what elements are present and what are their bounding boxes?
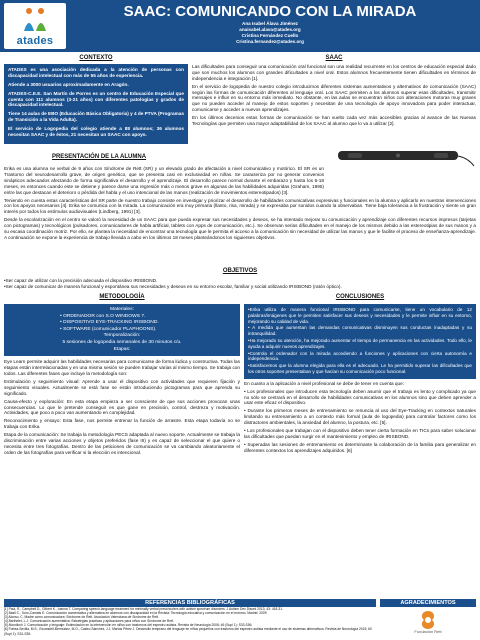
conclusion-item: •Erika utiliza de manera funcional IRISBOND para comunicarse, tiene un vocabulario de 12 palabras/imágenes que le permiten satisfacer sus deseos y necesidades y le permite influir en su entorno, mejorando su calidad de vida. bbox=[248, 307, 472, 324]
material-item: • SOFTWARE (comunicador PLAPHOONS). bbox=[60, 326, 157, 332]
referencias-list bbox=[4, 607, 376, 636]
eye-tracker-photo bbox=[328, 140, 476, 170]
conclusiones-paragraph: En cuanto a la aplicación a nivel profesional se debe de tener en cuenta que: bbox=[244, 380, 405, 386]
presentacion-section bbox=[4, 166, 476, 243]
conclusion-item: •Ha mejorado su atención, ha mejorado aumentar el tiempo de permanencia en las actividades. Todo ello, le ayuda a adquirir nuevos aprendizajes. bbox=[248, 337, 472, 349]
poster-title: SAAC: COMUNICANDO CON LA MIRADA bbox=[123, 3, 417, 20]
contexto-title: CONTEXTO bbox=[79, 55, 113, 61]
conclusiones-box bbox=[244, 304, 476, 379]
temporalizacion-title: Temporalización: bbox=[103, 333, 141, 339]
sponsor-logo-text: Fundación Rett bbox=[414, 629, 442, 634]
contexto-paragraph: El servicio de Logopedia del colegio atiende a 88 alumnos; 36 alumnos necesitan SAAC y de éstos, 21 necesitan un SAAC con apoyo. bbox=[8, 126, 184, 138]
saac-paragraph: Las dificultades para conseguir una comunicación oral funcional son una realidad recurrente en los centros de educación especial dado que son muchos los alumnos con grandes dificultades a nivel oral. Estos alumnos frecuentemente tienen dificultades en términos de independencia e integración [1]. bbox=[192, 63, 476, 81]
material-item: • DISPOSITIVO EYE-TRACKING IRISBOND. bbox=[60, 320, 159, 326]
saac-paragraph: En los últimos decenios estas formas de comunicación se han vuelto cada vez más accesibles gracias al avance de las Nuevas Tecnologías que permiten una mayor adaptabilidad de los SAAC al alumno que lo va a utilizar [2]. bbox=[192, 115, 476, 127]
metodologia-section bbox=[4, 304, 240, 458]
reference-item: [4] Barthelet, L.J. Comunicación aumentativa: Estrategias prácticas y aplicaciones para niños con Síndrome de Rett. bbox=[4, 619, 174, 624]
conclusion-item: • A medida que aumentan las demandas comunicativas disminuyen sus conductas inadaptadas y su intranquilidad. bbox=[248, 325, 472, 337]
conclusiones-section bbox=[244, 304, 476, 456]
conclusiones-title: CONCLUSIONES bbox=[335, 294, 385, 300]
contexto-paragraph: ATADES es una asociación dedicada a la atención de personas con discapacidad intelectual con más de 55 años de experiencia. bbox=[8, 66, 184, 78]
author-name: Cristina Fernández Cuello bbox=[241, 33, 299, 38]
objetivo-item: •Ser capaz de comunicar de manera funcional y espontánea sus necesidades y deseos en su entorno escolar, familiar y social utilizando IRISBOND (ratón óptico). bbox=[4, 283, 342, 289]
logo-text: atades bbox=[16, 35, 54, 47]
sponsor-logo bbox=[380, 607, 476, 637]
contexto-section bbox=[4, 56, 188, 144]
conclusiones-paragraph: • Los profesionales que introducen esta tecnología deben asumir que el trabajo es lento y complicado ya que no sólo se centrará en el desarrollo de habilidades comunicativas en los alumnos sino que deben aprender a usar este eficaz el dispositivo. bbox=[244, 388, 476, 406]
metodologia-paragraph: Etapa de la comunicación: Se trabaja la metodología PECS adaptada al nuevo soporte. Actualmente se trabaja la discriminación entre varias acciones y objetos preferidos (fase III) y es capaz de seleccionar el que quiere o necesita entre tres fotografías. Dentro de las peticiones de comunicación se va cambiando aleatoriamente el orden de las fotografías para verificar si la elección es intencional. bbox=[4, 432, 240, 455]
reference-item: [6] Fortea-Sevilla, M.S., Escandell-Bermúdez, M.O., Castro-Sánchez, J.J. Martos Pérez J. Desarrollo temprano del lenguaje en niños pequeños con trastorno del espectro autista mediante el uso de sistemas alternativos. Revista de Neurología 2015; 60 (Supl 1): S31-S35. bbox=[4, 627, 372, 636]
saac-paragraph: En el servicio de logopedia de nuestro colegio introducimos diferentes sistemas aumentativos y alternativos de comunicación (SAAC) según las formas de comunicación diferentes al lenguaje oral. Los SAAC permiten a los alumnos superar esas dificultades, transmitir mensajes e influir en su entorno más inmediato. No obstante, en las aulas se encuentran niños con alteraciones motoras muy graves que no pueden acceder al manejo de estos soportes y necesitan de una tecnología de apoyo innovadora para poder interactuar, comunicarse y acceder a nuevos aprendizajes. bbox=[192, 83, 476, 113]
header-banner bbox=[0, 0, 480, 52]
conclusion-item: •Satisfacemos que la alumna elegida para ella es el adecuado. Le ha permitido superar las dificultades que los otros soportes presentaban y que hacían su comunicación poco funcional. bbox=[248, 363, 472, 374]
objetivos-section bbox=[4, 278, 476, 290]
contexto-paragraph: Atiende a 3000 usuarios aproximadamente en Aragón. bbox=[8, 81, 129, 87]
reference-item: [5] Mondloch J. Comunicación y lenguaje: Estimulación en la intervención en niños con trastornos del espectro autista. Revista de Neurología 2008; 46 (Supl 1): S33-S56. bbox=[4, 623, 253, 628]
author-name: Ana Isabel Álava Jiménez bbox=[242, 21, 298, 26]
reference-item: [3] Alonso, C. Madre como comunicadora: Síndrome de Rett. Asociación Valenciana de Síndrome de Rett. bbox=[4, 615, 159, 620]
conclusiones-paragraph: • Durante los primeros meses de entrenamiento se renuncia al uso del Eye-Tracking en contextos naturales limitando su entrenamiento a un contexto más formal (aula de logopedia) para controlar factores como los distractores ambientales, la ansiedad del alumno, la postura, etc. [5]. bbox=[244, 408, 476, 426]
logo-figures-icon bbox=[20, 5, 50, 35]
objetivos-title: OBJETIVOS bbox=[222, 268, 258, 274]
presentacion-title: PRESENTACIÓN DE LA ALUMNA bbox=[51, 154, 147, 160]
conclusiones-paragraph: • Superadas las sesiones de entrenamiento es determinante la colaboración de la familia para generalizar en diferentes contextos los aprendizajes adquiridos. [6] bbox=[244, 441, 476, 453]
agradecimientos-title: AGRADECIMIENTOS bbox=[380, 599, 476, 607]
materiales-box bbox=[4, 304, 240, 356]
author-email: anaisabel.alava@atades.org bbox=[239, 27, 301, 32]
atades-logo bbox=[4, 3, 66, 49]
etapas-title: Etapas: bbox=[113, 346, 131, 352]
presentacion-paragraph: Erika es una alumna ne verbal de 9 años con Síndrome de Rett (SR) y un elevado grado de afectación a nivel comunicativo y motórico. El SR es un Trastorno del neurodesarrollo grave, de origen genético, que se presenta casi en exclusividad en niñas. Se caracteriza por no generar convenios sinápticos adecuados afectando de forma significativa el desarrollo y el aprendizaje. El desarrollo parece normal durante el embarazo y hasta los 6-18 meses, es entonces cuando este se detiene y parece darse una regresión más o menos grave en algunas de las habilidades adquiridas (Graham, 1995) entre las que destacan el deterioro o pérdida del habla y el uso intencional de las manos (realización de movimientos estereotipados) [3]. bbox=[4, 166, 324, 195]
author-email: Cristina.fernandez@atades.org bbox=[236, 39, 304, 44]
contexto-box bbox=[4, 64, 188, 144]
presentacion-paragraph: Desde la escolarización en el centro se valoró la necesidad de un SAAC para que pueda expresar sus necesidades y deseos, se ha intentado mejorar su comunicación y aprendizaje con diferentes recursos impresos (tarjetas con pictogramas) y tecnológicos (pulsadores, comunicadores de habla artificial, tablets con Apps de comunicación, etc.). Se observan serias dificultades en el manejo de los mismos debido a las estereotipias de sus manos y a su escasa coordinación motriz. Por ello, se plantea la necesidad de encontrar una tecnología que le permita el acceso a la comunicación sin necesidad de utilizar las manos y que le facilite el proceso de enseñanza-aprendizaje. A continuación se expone la experiencia de trabajo llevada a cabo en los últimos 18 meses planteándonos los siguientes objetivos. bbox=[4, 217, 476, 240]
saac-title: SAAC bbox=[325, 55, 343, 61]
temporalizacion-text: 5 sesiones de logopedia semanales de 30 minutos c/u. bbox=[62, 339, 182, 345]
presentacion-paragraph: Teniendo en cuenta estas características del SR parte de nuestro trabajo consiste en investigar y priorizar el desarrollo de habilidades comunicativas expresivas y funcionales en la alumna y aplicarlo en nuestras intervenciones con los apoyos necesarios [4]. Erika se comunica con la mirada. La comunicación era muy primaria (llanto, risa, mirada) y se expresaba por sonidos cuando la observaban. Tiene baja tolerancia a la frustración y siente un gran interés por todos los estímulos audiovisuales (Lindberg, 1991) [3]. bbox=[4, 197, 476, 215]
referencias-title: REFERENCIAS BIBLIOGRÁFICAS bbox=[4, 599, 376, 607]
metodologia-paragraph: Estimulación y seguimiento visual: Aprende a usar el dispositivo con actividades que requieren fijación y seguimiento visuales. Actualmente se está fase se están introduciendo pictogramas para que aprenda su significado. bbox=[4, 378, 240, 396]
conclusion-item: •Controla el ordenador con la mirada accediendo a funciones y aplicaciones con cierta autonomía e independencia. bbox=[248, 350, 472, 362]
reference-item: [2] Basil C., Soro-Camats E. Comunicación aumentativa y alternativa en alumnos con discapacidad en la Revista: Tecnología educativa y comunicación en el entorno. Madrid: 2009 bbox=[4, 611, 267, 616]
saac-section bbox=[192, 56, 476, 129]
metodologia-paragraph: Eye Learn permite adquirir las habilidades necesarias para comunicarse de forma lúdica y constructiva. Todas las etapas están interrelacionadas y en una misma sesión se pueden trabajar varias al mismo tiempo. Se trabaja con todos. Las diferentes fases que incluye la metodología son: bbox=[4, 359, 240, 376]
objetivo-item: •Ser capaz de utilizar con la precisión adecuada el dispositivo IRISBOND. bbox=[4, 278, 158, 283]
materiales-title: Materiales: bbox=[110, 307, 134, 312]
contexto-paragraph: Tiene 14 aulas de EBO (Educación Básica Obligatoria) y 4 de PTVA (Programas de Transición a la Vida Adulta). bbox=[8, 111, 185, 123]
material-item: • ORDENADOR con S.O WINDOWS 7. bbox=[60, 313, 146, 319]
metodologia-paragraph: Causa-efecto y exploración: En esta etapa empieza a ser consciente de que sus acciones provocan unas consecuencias. Lo que le pretende conseguir es que gane en precisión, control, destreza y motivación. Actividades, que poco a poco van aumentando en complejidad. bbox=[4, 398, 240, 416]
contexto-paragraph: ATADES-C.E.E. San Martín de Porres es un centro de Educación Especial que cuenta con 111 alumnos (3-21 años) con diferentes patologías y grados de discapacidad intelectual. bbox=[8, 90, 184, 108]
authors bbox=[80, 21, 460, 45]
metodologia-paragraph: Reconocimiento y ensayo: Esta fase, nos permite entrenar la función de arrastre. Esta etapa todavía no se trabaja con Erika. bbox=[4, 418, 240, 430]
conclusiones-paragraph: • Los profesionales que trabajan con el dispositivo deben tener cierta formación en TICs para saber solucionar las dificultades que puedan surgir en el mantenimiento y empleo de IRISBOND. bbox=[244, 428, 476, 440]
metodologia-title: METODOLOGÍA bbox=[99, 294, 145, 300]
reference-item: [1] Paul, R., Campbell D., Gilbert K., Ioanna T. Comparing speech-language treatment for minimally verbal preschoolers with autism spectrum disorders. J Autism Dev Disord 2013; 43: 418-31. bbox=[4, 607, 284, 611]
eye-tracker-device-icon bbox=[328, 140, 476, 170]
